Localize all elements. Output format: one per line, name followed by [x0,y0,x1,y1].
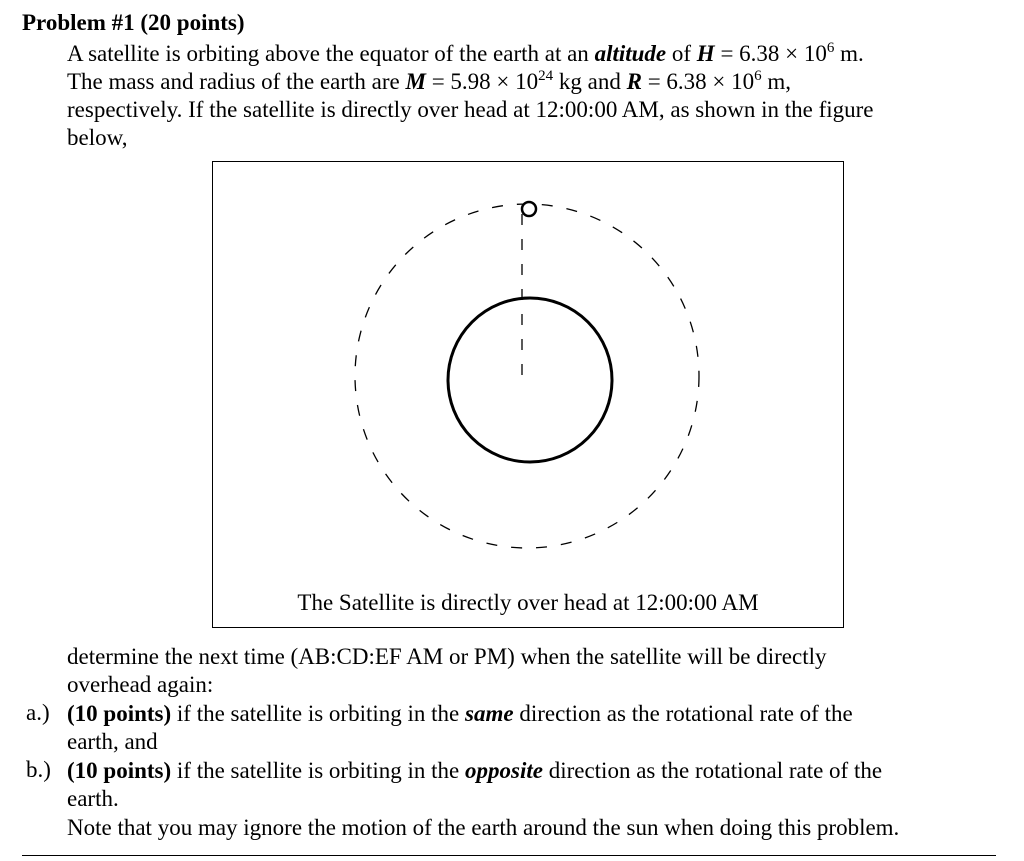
intro-text: m, [761,69,792,94]
part-emphasis: opposite [465,758,543,783]
figure-caption: The Satellite is directly over head at 12:00:00 AM [297,590,759,615]
part-points: (10 points) [67,701,172,726]
earth-circle [448,298,612,462]
intro-text: = 6.38 × 10 [641,69,755,94]
part-b-line-2: earth. [67,786,119,811]
orbit-path [355,204,699,548]
intro-line-1 [67,40,864,68]
exponent: 6 [754,68,762,84]
part-a-label: a.) [26,700,50,725]
intro-text: m. [834,41,864,66]
part-emphasis: same [465,701,514,726]
part-b-label: b.) [26,757,51,782]
question-line-2: overhead again: [67,672,214,697]
satellite-icon [522,202,536,216]
intro-line-4: below, [67,125,128,150]
altitude-emphasis: altitude [594,41,667,66]
note-line: Note that you may ignore the motion of the earth around the sun when doing this problem. [67,815,900,840]
intro-text: The mass and radius of the earth are [67,69,406,94]
question-line-1: determine the next time (AB:CD:EF AM or PM) when the satellite will be directly [67,644,827,669]
problem-title: Problem #1 (20 points) [22,10,245,35]
part-points: (10 points) [67,758,172,783]
exponent: 24 [538,68,554,84]
var-r: R [626,69,642,94]
var-m: M [405,69,426,94]
part-text: direction as the rotational rate of the [513,701,853,726]
intro-text: of [666,41,697,66]
intro-text: = 6.38 × 10 [714,41,827,66]
var-h: H [696,41,715,66]
part-text: if the satellite is orbiting in the [171,701,465,726]
intro-line-3: respectively. If the satellite is directly over head at 12:00:00 AM, as shown in the figure [67,97,874,122]
intro-line-2 [67,68,791,96]
intro-text: kg and [553,69,627,94]
orbit-diagram [213,162,843,582]
exponent: 6 [826,40,835,56]
part-text: if the satellite is orbiting in the [171,758,465,783]
orbit-figure [212,161,844,628]
intro-text: = 5.98 × 10 [425,69,539,94]
part-text: direction as the rotational rate of the [542,758,883,783]
part-a-line-1 [67,700,853,728]
part-a-line-2: earth, and [67,729,158,754]
bottom-rule [22,855,996,856]
intro-text: A satellite is orbiting above the equator of the earth at an [67,41,595,66]
part-b-line-1 [67,757,882,785]
